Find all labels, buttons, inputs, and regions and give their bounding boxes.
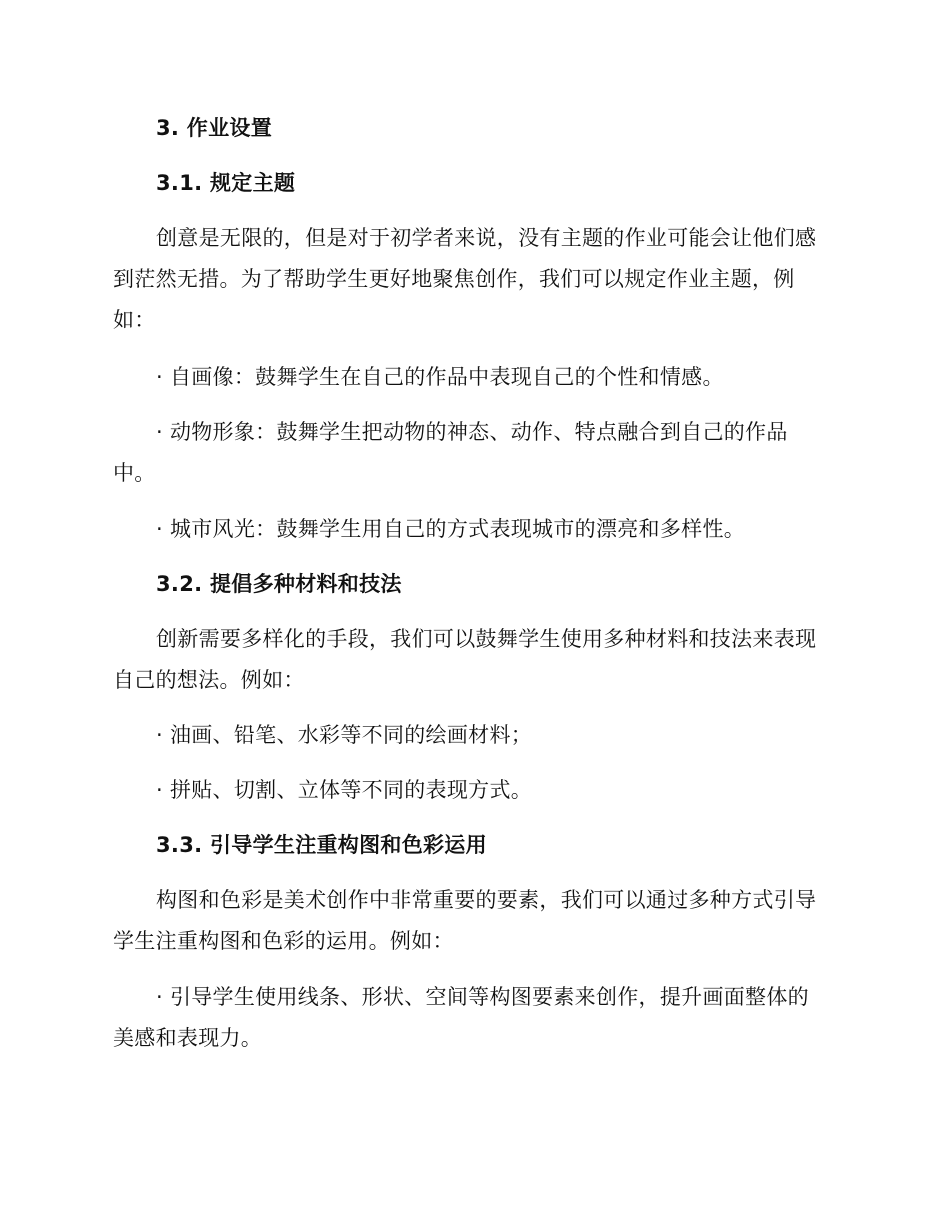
- bullet-item: · 动物形象：鼓舞学生把动物的神态、动作、特点融合到自己的作品: [156, 420, 788, 444]
- section-heading: 3. 作业设置: [156, 116, 272, 140]
- paragraph-line: 如：: [113, 308, 156, 332]
- subsection-heading-3-2: 3.2. 提倡多种材料和技法: [156, 572, 402, 596]
- bullet-item: · 引导学生使用线条、形状、空间等构图要素来创作，提升画面整体的: [156, 985, 809, 1009]
- paragraph-line: 到茫然无措。为了帮助学生更好地聚焦创作，我们可以规定作业主题，例: [113, 267, 795, 291]
- bullet-item: · 城市风光：鼓舞学生用自己的方式表现城市的漂亮和多样性。: [156, 517, 746, 541]
- bullet-item-continuation: 中。: [113, 461, 156, 485]
- paragraph-line: 学生注重构图和色彩的运用。例如：: [113, 929, 454, 953]
- bullet-item: · 自画像：鼓舞学生在自己的作品中表现自己的个性和情感。: [156, 365, 724, 389]
- paragraph-line: 自己的想法。例如：: [113, 668, 305, 692]
- paragraph-line: 构图和色彩是美术创作中非常重要的要素，我们可以通过多种方式引导: [156, 888, 817, 912]
- bullet-item-continuation: 美感和表现力。: [113, 1026, 263, 1050]
- subsection-heading-3-3: 3.3. 引导学生注重构图和色彩运用: [156, 833, 487, 857]
- bullet-item: · 油画、铅笔、水彩等不同的绘画材料；: [156, 723, 533, 747]
- paragraph-line: 创意是无限的，但是对于初学者来说，没有主题的作业可能会让他们感: [156, 226, 817, 250]
- bullet-item: · 拼贴、切割、立体等不同的表现方式。: [156, 778, 533, 802]
- subsection-heading-3-1: 3.1. 规定主题: [156, 171, 296, 195]
- paragraph-line: 创新需要多样化的手段，我们可以鼓舞学生使用多种材料和技法来表现: [156, 627, 817, 651]
